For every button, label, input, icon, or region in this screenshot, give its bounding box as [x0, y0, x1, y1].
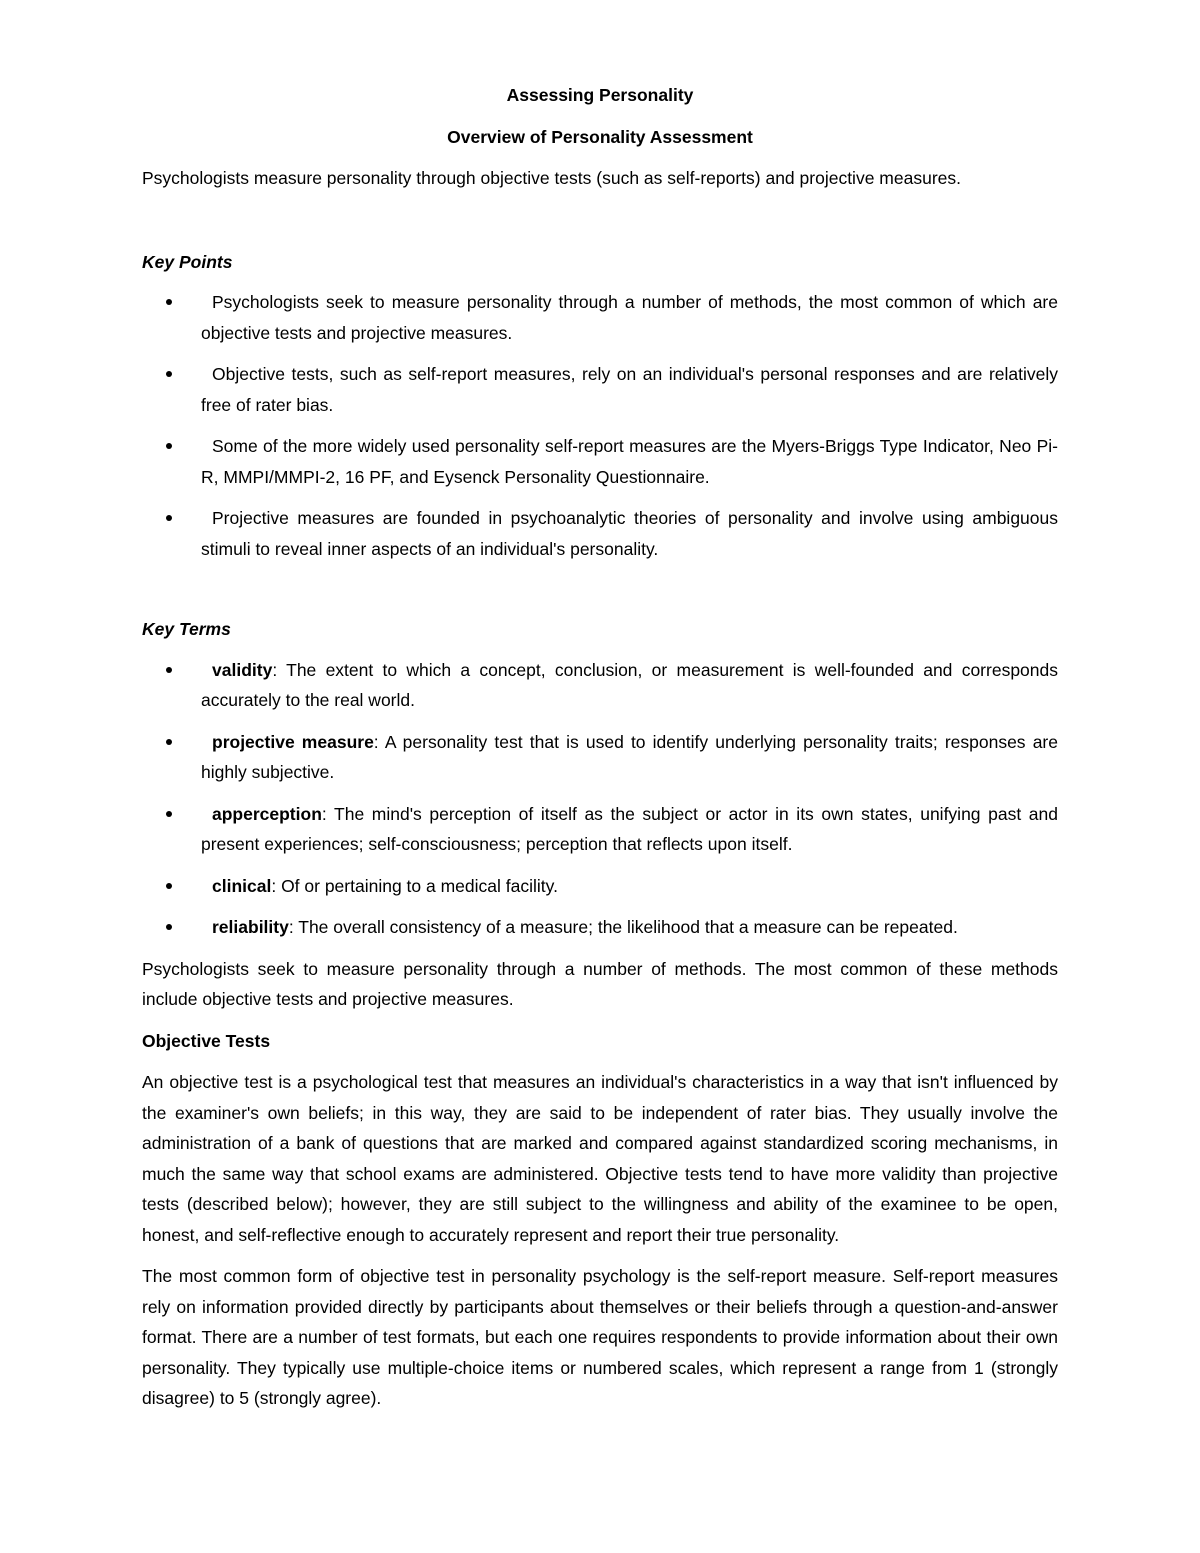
bullet-icon	[166, 443, 172, 449]
key-point-item	[142, 287, 1058, 348]
key-terms-list	[142, 655, 1058, 943]
bullet-icon	[166, 811, 172, 817]
bullet-icon	[166, 515, 172, 521]
spacer	[142, 575, 1058, 614]
term-definition: : A personality test that is used to identify underlying personality traits; responses are highly subjective.	[201, 731, 1058, 782]
key-point-text: Some of the more widely used personality self-report measures are the Myers-Briggs Type Indicator, Neo Pi-R, MMPI/MMPI-2, 16 PF, and Eysenck Personality Questionnaire.	[201, 436, 1058, 487]
term-definition: : The mind's perception of itself as the subject or actor in its own states, unifying past and present experiences; self-consciousness; perception that reflects upon itself.	[201, 803, 1058, 854]
intro-paragraph: Psychologists measure personality through objective tests (such as self-reports) and projective measures.	[142, 168, 961, 188]
document-subtitle: Overview of Personality Assessment	[447, 126, 753, 147]
document-title: Assessing Personality	[506, 85, 694, 105]
key-term-item	[142, 912, 1058, 943]
objective-tests-paragraph-2: The most common form of objective test in personality psychology is the self-report measure. Self-report measures rely on information provided directly by participants about themselves or their beliefs through a question-and-answer format. There are a number of test formats, but each one requires respondents to provide information about their own personality. They typically use multiple-choice items or numbered scales, which represent a range from 1 (strongly disagree) to 5 (strongly agree).	[142, 1266, 1058, 1408]
term-definition: : The extent to which a concept, conclusion, or measurement is well-founded and corresponds accurately to the real world.	[201, 659, 1058, 710]
summary-paragraph: Psychologists seek to measure personality through a number of methods. The most common of these methods include objective tests and projective measures.	[142, 958, 1058, 1009]
bullet-icon	[166, 371, 172, 377]
bullet-icon	[166, 299, 172, 305]
term-name: projective measure	[212, 731, 374, 752]
spacer	[142, 205, 1058, 247]
key-term-item	[142, 655, 1058, 716]
objective-tests-paragraph-1: An objective test is a psychological test that measures an individual's characteristics in a way that isn't influenced by the examiner's own beliefs; in this way, they are said to be independent of rater bias. They usually involve the administration of a bank of questions that are marked and compared against standardized scoring mechanisms, in much the same way that school exams are administered. Objective tests tend to have more validity than projective tests (described below); however, they are still subject to the willingness and ability of the examinee to be open, honest, and self-reflective enough to accurately represent and report their true personality.	[142, 1072, 1058, 1245]
key-point-text: Psychologists seek to measure personality through a number of methods, the most common of which are objective tests and projective measures.	[201, 292, 1058, 343]
key-term-item	[142, 727, 1058, 788]
key-term-item	[142, 799, 1058, 860]
key-point-item	[142, 359, 1058, 420]
bullet-icon	[166, 667, 172, 673]
key-points-heading: Key Points	[142, 251, 233, 272]
key-terms-heading: Key Terms	[142, 619, 231, 639]
key-point-text: Objective tests, such as self-report measures, rely on an individual's personal responses and are relatively free of rater bias.	[201, 364, 1058, 415]
key-point-item	[142, 503, 1058, 564]
term-definition: : The overall consistency of a measure; the likelihood that a measure can be repeated.	[288, 917, 958, 937]
term-name: validity	[212, 659, 273, 680]
key-term-item	[142, 871, 1058, 902]
bullet-icon	[166, 883, 172, 889]
key-points-list	[142, 287, 1058, 564]
term-name: clinical	[212, 875, 272, 896]
term-name: apperception	[212, 803, 322, 824]
key-point-text: Projective measures are founded in psychoanalytic theories of personality and involve using ambiguous stimuli to reveal inner aspects of an individual's personality.	[201, 508, 1058, 559]
document-page	[142, 80, 1058, 1425]
term-definition: : Of or pertaining to a medical facility.	[271, 875, 558, 896]
objective-tests-heading: Objective Tests	[142, 1030, 271, 1051]
bullet-icon	[166, 924, 172, 930]
term-name: reliability	[212, 917, 289, 937]
key-point-item	[142, 431, 1058, 492]
bullet-icon	[166, 739, 172, 745]
